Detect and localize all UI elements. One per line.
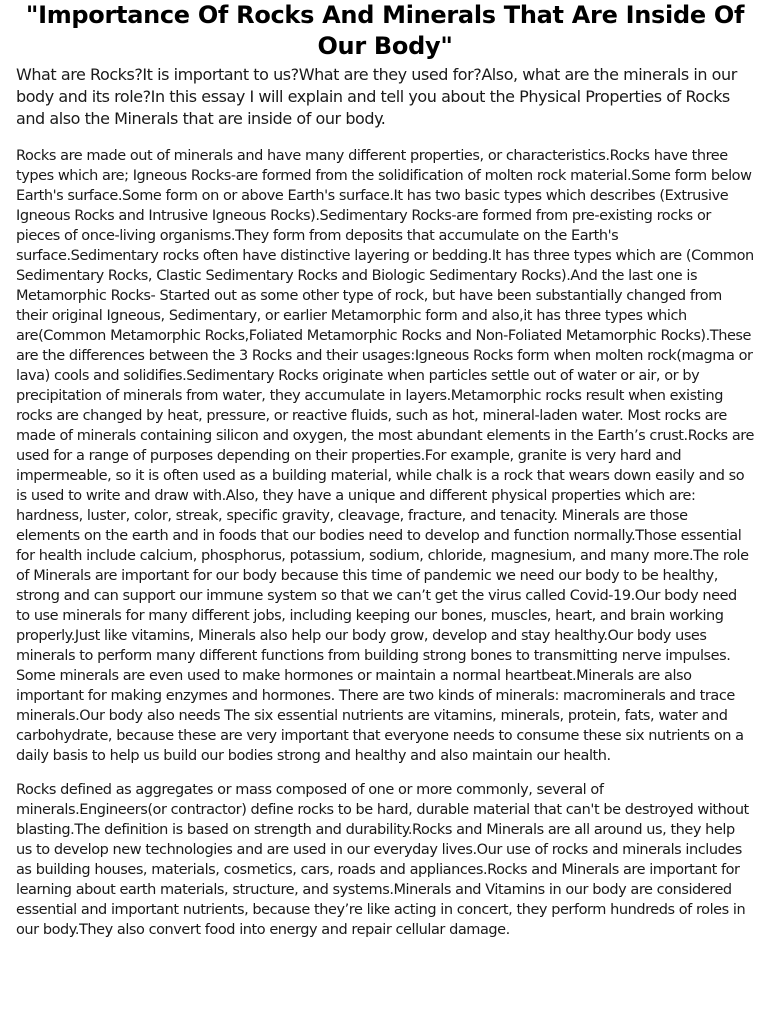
body-paragraph-1: Rocks are made out of minerals and have many different properties, or characteristics.Rocks have three types which are; Igneous Rocks-are formed from the solidification of molten rock material.Some form below Earth's surface.Some form on or above Earth's surface.It has two basic types which describes (Extrusive Igneous Rocks and Intrusive Igneous Rocks).Sedimentary Rocks-are formed from pre-existing rocks or pieces of once-living organisms.They form from deposits that accumulate on the Earth's surface.Sedimentary rocks often have distinctive layering or bedding.It has three types which are (Common Sedimentary Rocks, Clastic Sedimentary Rocks and Biologic Sedimentary Rocks).And the last one is Metamorphic Rocks- Started out as some other type of rock, but have been substantially changed from their original Igneous, Sedimentary, or earlier Metamorphic form and also,it has three types which are(Common Metamorphic Rocks,Foliated Metamorphic Rocks and Non-Foliated Metamorphic Rocks).These are the differences between the 3 Rocks and their usages:Igneous Rocks form when molten rock(magma or lava) cools and solidifies.Sedimentary Rocks originate when particles settle out of water or air, or by precipitation of minerals from water, they accumulate in layers.Metamorphic rocks result when existing rocks are changed by heat, pressure, or reactive fluids, such as hot, mineral-laden water. Most rocks are made of minerals containing silicon and oxygen, the most abundant elements in the Earth’s crust.Rocks are used for a range of purposes depending on their properties.For example, granite is very hard and impermeable, so it is often used as a building material, while chalk is a rock that wears down easily and so is used to write and draw with.Also, they have a unique and different physical properties which are: hardness, luster, color, streak, specific gravity, cleavage, fracture, and tenacity. Minerals are those elements on the earth and in foods that our bodies need to develop and function normally.Those essential for health include calcium, phosphorus, potassium, sodium, chloride, magnesium, and many more.The role of Minerals are important for our body because this time of pandemic we need our body to be healthy, strong and can support our immune system so that we can’t get the virus called Covid-19.Our body need to use minerals for many different jobs, including keeping our bones, muscles, heart, and brain working properly.Just like vitamins, Minerals also help our body grow, develop and stay healthy.Our body uses minerals to perform many different functions from building strong bones to transmitting nerve impulses. Some minerals are even used to make hormones or maintain a normal heartbeat.Minerals are also important for making enzymes and hormones. There are two kinds of minerals: macrominerals and trace minerals.Our body also needs The six essential nutrients are vitamins, minerals, protein, fats, water and carbohydrate, because these are very important that everyone needs to consume these six nutrients on a daily basis to help us build our bodies strong and healthy and also maintain our health. [16, 148, 754, 764]
intro-paragraph: What are Rocks?It is important to us?What are they used for?Also, what are the minerals in our body and its role?In this essay I will explain and tell you about the Physical Properties of Rocks and also the Minerals that are inside of our body. [16, 65, 737, 128]
body-paragraph-2: Rocks defined as aggregates or mass composed of one or more commonly, several of minerals.Engineers(or contractor) define rocks to be hard, durable material that can't be destroyed without blasting.The definition is based on strength and durability.Rocks and Minerals are all around us, they help us to develop new technologies and are used in our everyday lives.Our use of rocks and minerals includes as building houses, materials, cosmetics, cars, roads and appliances.Rocks and Minerals are important for learning about earth materials, structure, and systems.Minerals and Vitamins in our body are considered essential and important nutrients, because they’re like acting in concert, they perform hundreds of roles in our body.They also convert food into energy and repair cellular damage. [16, 782, 749, 938]
document-title: "Importance Of Rocks And Minerals That Are Inside Of Our Body" [25, 1, 745, 60]
